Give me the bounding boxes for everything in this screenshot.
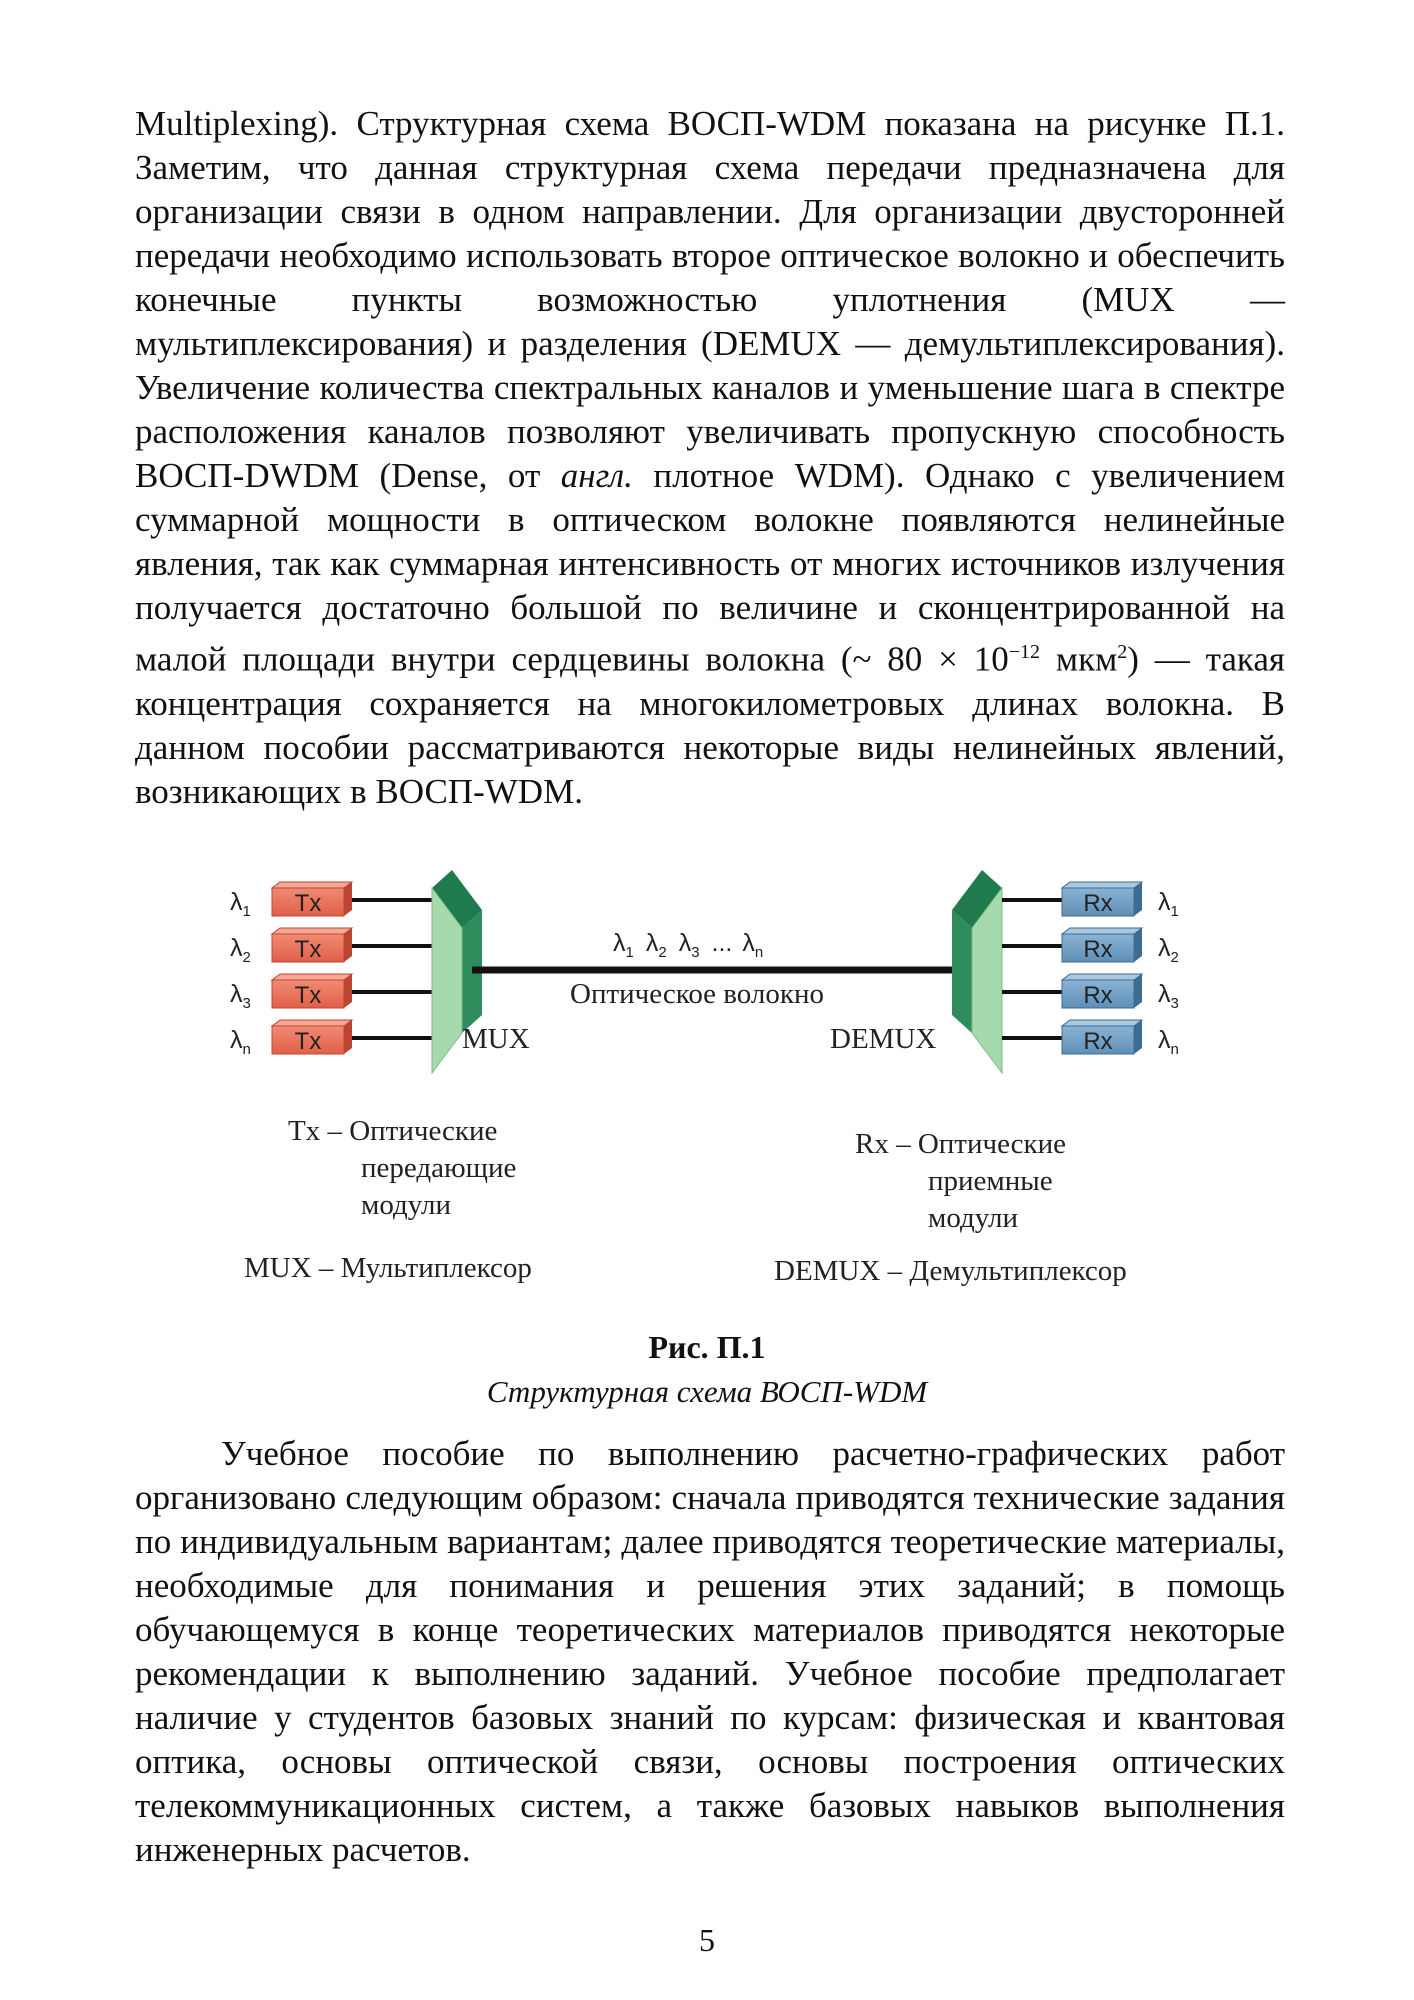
tx-row-n [230,1020,432,1058]
tx-lambda-n: $\lambda_n$ [230,1026,251,1058]
demux-label: DEMUX [830,1023,937,1055]
tx-module-2-label: Tx [294,936,322,963]
legend-rx-line-1: Rx – Оптические [855,1128,1067,1160]
rx-row-n [1002,1020,1179,1058]
rx-module-n-label: Rx [1083,1028,1113,1055]
rx-lambda-2: $\lambda_2$ [1158,934,1179,966]
rx-module-2-label: Rx [1083,936,1113,963]
rx-row-1 [1002,882,1179,920]
rx-lambda-1: $\lambda_1$ [1158,888,1179,920]
legend-mux: MUX – Мультиплексор [244,1252,532,1284]
figure-caption-title: Рис. П.1 [648,1329,766,1365]
tx-row-2 [230,928,432,966]
diagram-legend [244,1115,1127,1287]
legend-demux: DEMUX – Демультиплексор [774,1255,1127,1287]
paragraph-2-text: Учебное пособие по выполнению расчетно-графических работ организовано следующим образом: сначала приводятся технические задания по индивидуальным вариантам; далее приводятся теоретические материалы, необходимые для понимания и решения этих заданий; в помощь обучающемуся в конце теоретических материалов приводятся некоторые рекомендации к выполнению заданий. Учебное пособие предполагает наличие у студентов базовых знаний по курсам: физическая и квантовая оптика, основы оптической связи, основы построения оптических телекоммуникационных систем, а также базовых навыков выполнения инженерных расчетов. [135,1434,1285,1869]
legend-rx-line-2: приемные [928,1165,1053,1197]
legend-tx-line-1: Tx – Оптические [288,1115,498,1147]
body-paragraph-1 [135,102,1285,814]
page-number: 5 [699,1922,715,1958]
legend-tx-line-2: передающие [361,1152,517,1184]
rx-lambda-3: $\lambda_3$ [1158,980,1179,1012]
tx-module-n-label: Tx [294,1028,322,1055]
figure-caption-subtitle: Структурная схема ВОСП-WDM [486,1374,928,1409]
fiber-wavelengths: $\lambda_1$ $\lambda_2$ $\lambda_3$ ... $\lambda_n$ [613,929,764,961]
tx-row-1 [230,882,432,920]
rx-module-1-label: Rx [1083,890,1113,917]
tx-lambda-3: $\lambda_3$ [230,980,251,1012]
tx-row-3 [230,974,432,1012]
wdm-structure-diagram [200,860,1230,1300]
body-paragraph-2 [135,1432,1285,1872]
legend-rx-line-3: модули [928,1202,1018,1234]
demux-prism [952,870,1002,1073]
tx-module-1-label: Tx [294,890,322,917]
paragraph-1-text: Multiplexing). Структурная схема ВОСП-WDM показана на рисунке П.1. Заметим, что данная структурная схема передачи предназначена для организации связи в одном направлении. Для организации двусторонней передачи необходимо использовать второе оптическое волокно и обеспечить конечные пункты возможностью уплотнения (MUX — мультиплексирования) и разделения (DEMUX — демультиплексирования). Увеличение количества спектральных каналов и уменьшение шага в спектре расположения каналов позволяют увеличивать пропускную способность ВОСП-DWDM (Dense, от англ. плотное WDM). Однако с увеличением суммарной мощности в оптическом волокне появляются нелинейные явления, так как суммарная интенсивность от многих источников излучения получается достаточно большой по величине и сконцентрированной на малой площади внутри сердцевины волокна (~ $80 \times 10^{-12}$ мкм$^2$) — такая концентрация сохраняется на многокилометровых длинах волокна. В данном пособии рассматриваются некоторые виды нелинейных явлений, возникающих в ВОСП-WDM. [135,104,1285,811]
mux-label: MUX [462,1023,530,1055]
rx-lambda-n: $\lambda_n$ [1158,1026,1179,1058]
legend-tx-line-3: модули [361,1189,451,1221]
tx-module-3-label: Tx [294,982,322,1009]
fiber-label: Оптическое волокно [570,978,824,1010]
tx-lambda-2: $\lambda_2$ [230,934,251,966]
rx-module-3-label: Rx [1083,982,1113,1009]
rx-row-3 [1002,974,1179,1012]
tx-lambda-1: $\lambda_1$ [230,888,251,920]
rx-row-2 [1002,928,1179,966]
